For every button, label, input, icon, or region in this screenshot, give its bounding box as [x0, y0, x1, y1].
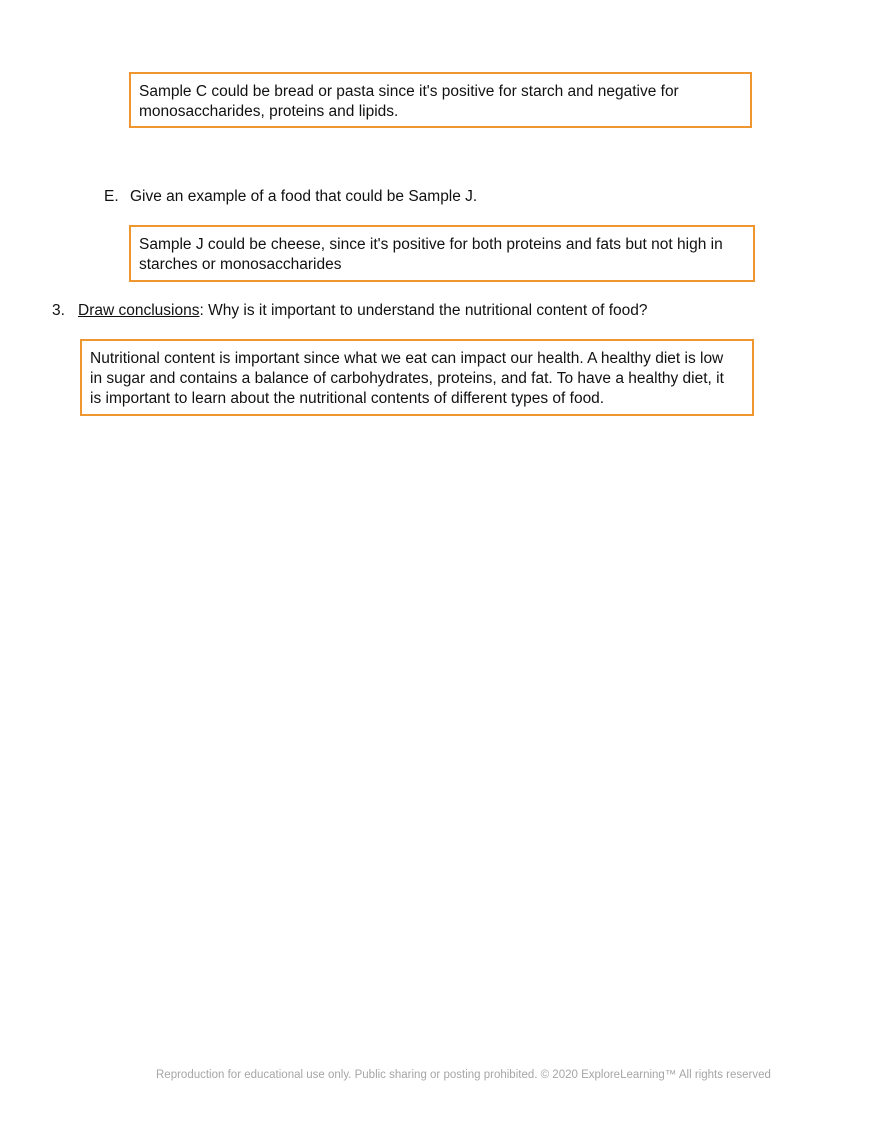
question-e-text: Give an example of a food that could be Sample J.	[130, 188, 478, 205]
answer-box-sample-c: Sample C could be bread or pasta since it's positive for starch and negative for monosaccharides, proteins and lipids.	[129, 72, 752, 128]
answer-box-sample-j: Sample J could be cheese, since it's positive for both proteins and fats but not high in starches or monosaccharides	[129, 225, 755, 282]
question-e-marker: E.	[104, 188, 119, 205]
question-3-label: Draw conclusions	[78, 302, 200, 319]
question-3-text: : Why is it important to understand the nutritional content of food?	[199, 302, 648, 319]
question-e	[104, 187, 477, 207]
copyright-footer: Reproduction for educational use only. Public sharing or posting prohibited. © 2020 ExploreLearning™ All rights reserved	[156, 1069, 771, 1081]
answer-box-conclusion: Nutritional content is important since what we eat can impact our health. A healthy diet is low in sugar and contains a balance of carbohydrates, proteins, and fat. To have a healthy diet, it is important to learn about the nutritional contents of different types of food.	[80, 339, 754, 416]
question-3-marker: 3.	[52, 302, 65, 319]
question-3	[52, 301, 648, 321]
